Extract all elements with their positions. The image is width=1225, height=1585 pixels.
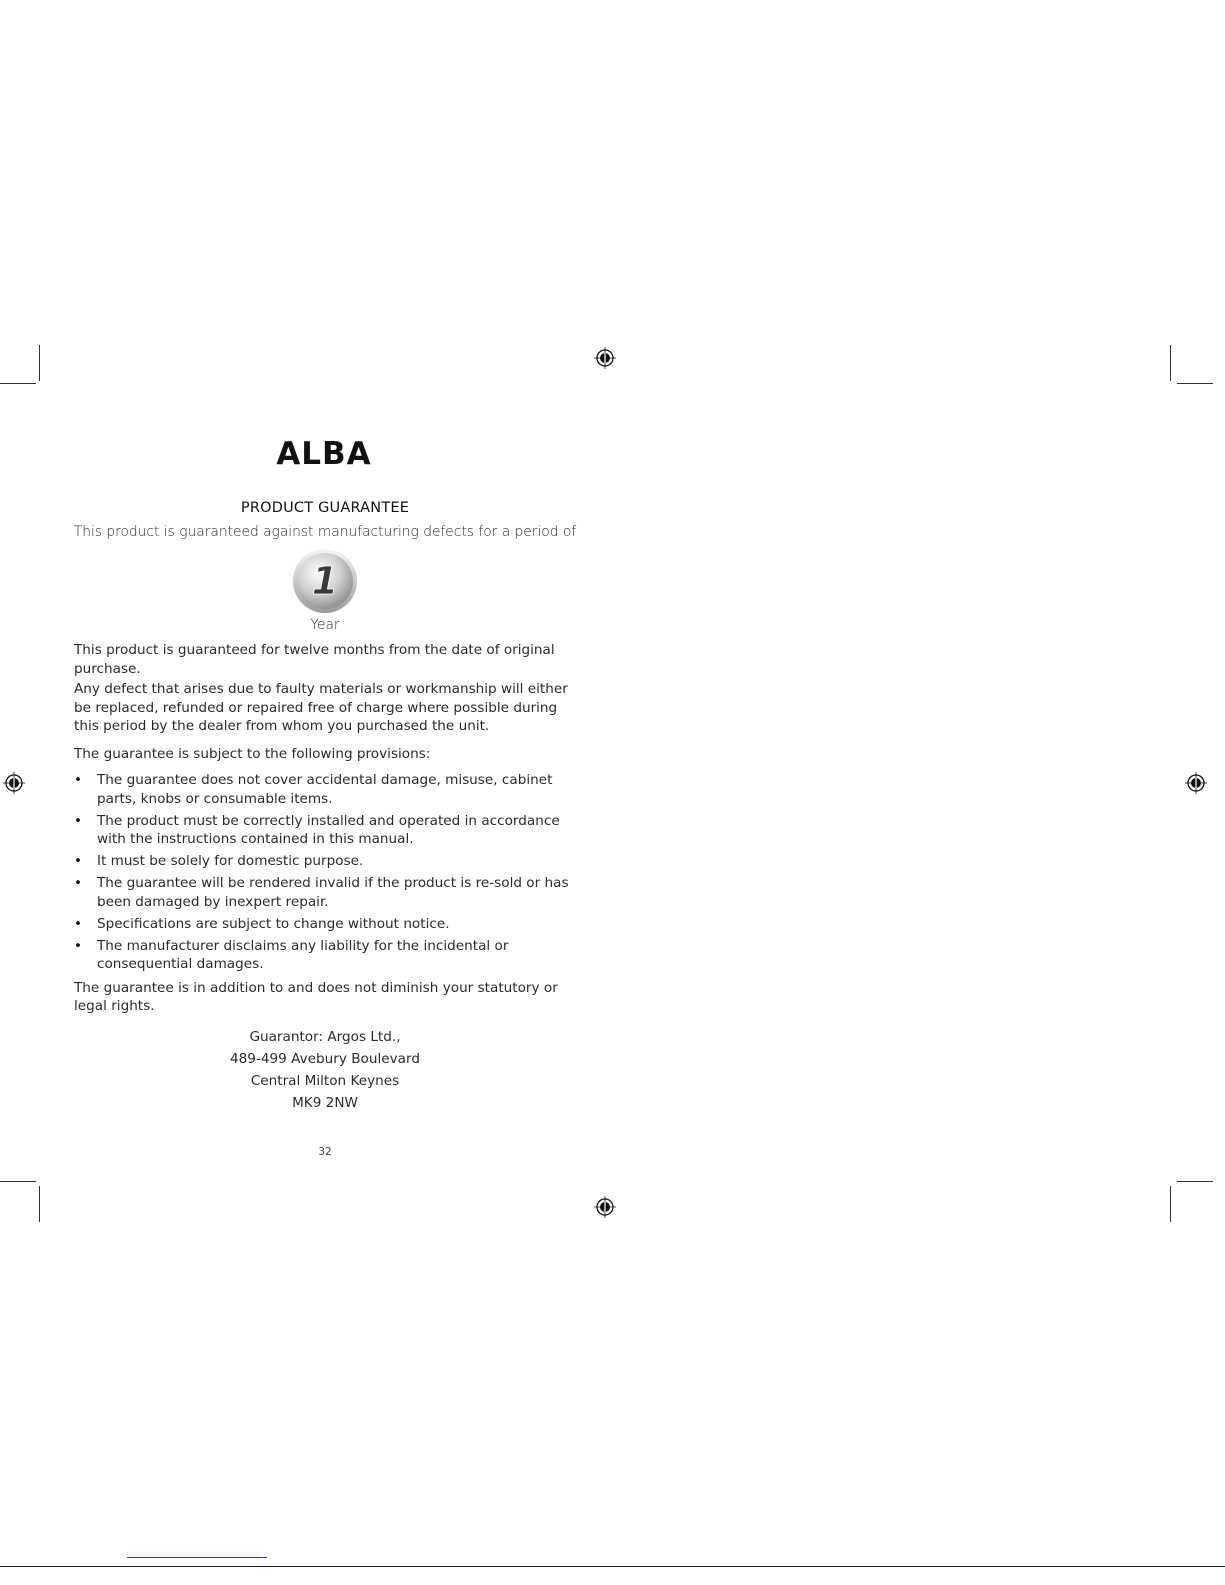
list-item: • Specifications are subject to change without notice. bbox=[74, 915, 574, 934]
guarantee-paragraph: Any defect that arises due to faulty materials or workmanship will either be replaced, refunded or repaired free of charge where possible during this period by the dealer from whom you purchased the unit. bbox=[74, 681, 568, 734]
guarantee-closing: The guarantee is in addition to and does not diminish your statutory or legal rights. bbox=[74, 979, 558, 1014]
address-line: 489-499 Avebury Boulevard bbox=[230, 1051, 420, 1067]
guarantee-paragraph: This product is guaranteed for twelve months from the date of original purchase. bbox=[74, 642, 555, 677]
registration-mark-icon bbox=[3, 772, 25, 794]
address-line: Guarantor: Argos Ltd., bbox=[249, 1029, 401, 1045]
address-line: MK9 2NW bbox=[292, 1095, 358, 1111]
list-item: • The guarantee does not cover accidental damage, misuse, cabinet parts, knobs or consumable items. bbox=[74, 771, 574, 808]
crop-mark-top-left-horizontal bbox=[0, 383, 36, 384]
crop-mark-bottom-right-horizontal bbox=[1177, 1181, 1213, 1182]
crop-mark-top-right-horizontal bbox=[1177, 383, 1213, 384]
guarantee-body bbox=[74, 641, 574, 1016]
footer-rule bbox=[0, 1566, 1225, 1567]
crop-mark-top-right-vertical bbox=[1170, 345, 1171, 381]
guarantee-period-unit: Year bbox=[310, 617, 340, 633]
guarantor-address bbox=[60, 1026, 590, 1114]
one-year-badge-icon bbox=[292, 548, 358, 614]
crop-mark-bottom-right-vertical bbox=[1170, 1186, 1171, 1222]
list-item: • The manufacturer disclaims any liability for the incidental or consequential damages. bbox=[74, 937, 574, 974]
registration-mark-icon bbox=[594, 347, 616, 369]
crop-mark-bottom-left-vertical bbox=[39, 1186, 40, 1222]
link-underline bbox=[127, 1557, 267, 1558]
provisions-list bbox=[74, 771, 574, 974]
list-item: • The product must be correctly installed and operated in accordance with the instructions contained in this manual. bbox=[74, 812, 574, 849]
page-title: PRODUCT GUARANTEE bbox=[240, 500, 410, 516]
svg-text:ALBA: ALBA bbox=[276, 436, 372, 472]
list-item: • It must be solely for domestic purpose. bbox=[74, 852, 574, 871]
list-item: • The guarantee will be rendered invalid if the product is re-sold or has been damaged by inexpert repair. bbox=[74, 874, 574, 911]
registration-mark-icon bbox=[594, 1196, 616, 1218]
crop-mark-bottom-left-horizontal bbox=[0, 1181, 36, 1182]
guarantee-intro: This product is guaranteed against manufacturing defects for a period of bbox=[73, 524, 577, 540]
alba-logo-icon bbox=[272, 432, 376, 472]
address-line: Central Milton Keynes bbox=[250, 1073, 400, 1089]
svg-text:1: 1 bbox=[311, 559, 339, 603]
brand-logo bbox=[272, 432, 376, 472]
registration-mark-icon bbox=[1185, 772, 1207, 794]
page-number: 32 bbox=[318, 1146, 332, 1158]
provisions-intro: The guarantee is subject to the following provisions: bbox=[74, 745, 431, 762]
crop-mark-top-left-vertical bbox=[39, 345, 40, 381]
